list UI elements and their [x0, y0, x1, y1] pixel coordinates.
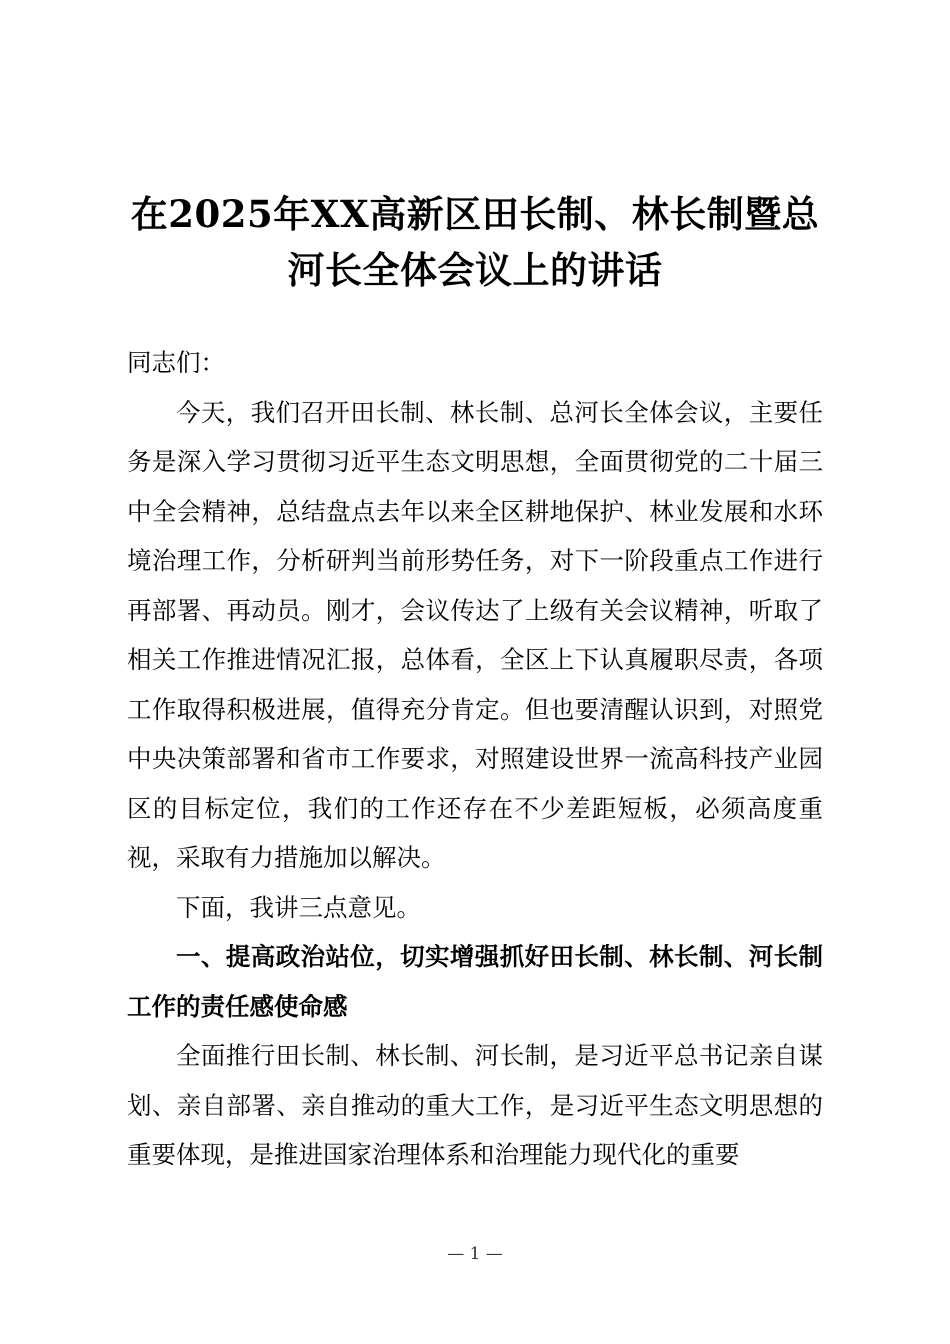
- salutation: 同志们：: [127, 348, 225, 377]
- section-heading-1: 一、提高政治站位，切实增强抓好田长制、林长制、河长制工作的责任感使命感: [127, 942, 823, 1021]
- document-title: [80, 186, 870, 298]
- title-line-1: 在2025年XX高新区田长制、林长制暨总: [130, 192, 820, 236]
- document-body: [127, 338, 823, 1180]
- body-paragraph-1: 今天，我们召开田长制、林长制、总河长全体会议，主要任务是深入学习贯彻习近平生态文明思想，全面贯彻党的二十届三中全会精神，总结盘点去年以来全区耕地保护、林业发展和水环境治理工作，分析研判当前形势任务，对下一阶段重点工作进行再部署、再动员。刚才，会议传达了上级有关会议精神，听取了相关工作推进情况汇报，总体看，全区上下认真履职尽责，各项工作取得积极进展，值得充分肯定。但也要清醒认识到，对照党中央决策部署和省市工作要求，对照建设世界一流高科技产业园区的目标定位，我们的工作还存在不少差距短板，必须高度重视，采取有力措施加以解决。: [127, 397, 823, 872]
- body-paragraph-2: 下面，我讲三点意见。: [176, 892, 421, 922]
- page-number: — 1 —: [447, 1244, 503, 1264]
- title-line-2: 河长全体会议上的讲话: [287, 248, 663, 292]
- section-1-paragraph: 全面推行田长制、林长制、河长制，是习近平总书记亲自谋划、亲自部署、亲自推动的重大工作，是习近平生态文明思想的重要体现，是推进国家治理体系和治理能力现代化的重要: [127, 1041, 823, 1169]
